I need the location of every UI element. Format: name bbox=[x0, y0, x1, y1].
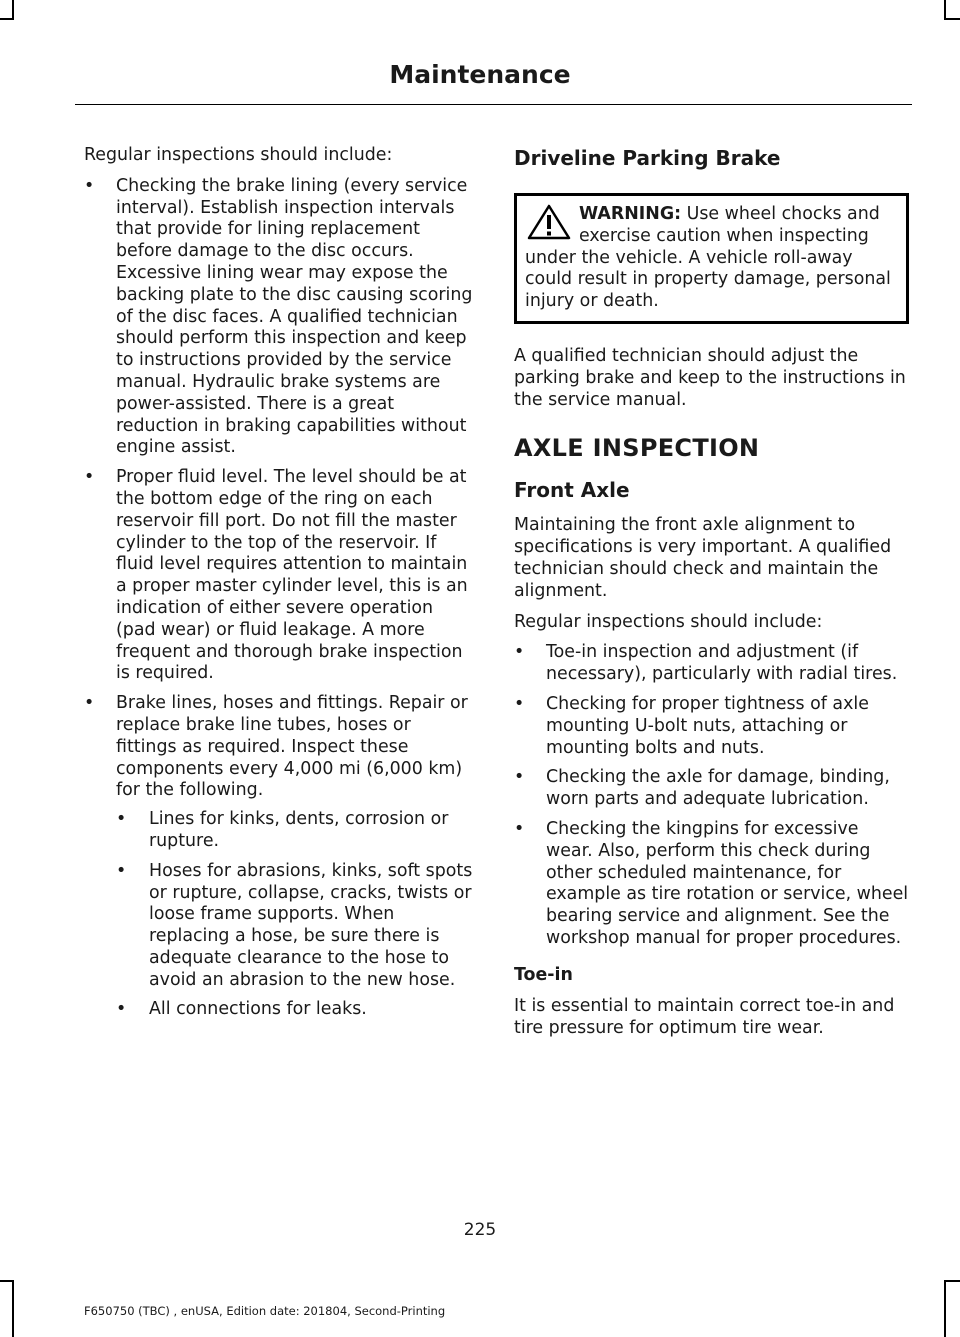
footer-edition-info: F650750 (TBC) , enUSA, Edition date: 201804, Second-Printing bbox=[84, 1304, 446, 1318]
sub-list-item: • Hoses for abrasions, kinks, soft spots or rupture, collapse, cracks, twists or loose frame supports. When replacing a hose, be sure there is adequate clearance to the hose to avoid an abrasion to the new hose. bbox=[116, 861, 476, 992]
left-column bbox=[84, 145, 476, 1029]
crop-mark bbox=[0, 1280, 14, 1282]
sub-list-item: • Lines for kinks, dents, corrosion or rupture. bbox=[116, 809, 476, 853]
crop-mark bbox=[944, 1280, 946, 1337]
list-item bbox=[84, 693, 476, 1021]
right-column bbox=[514, 145, 909, 1048]
list-item: • Proper fluid level. The level should be at the bottom edge of the ring on each reservoir fill port. Do not fill the master cylinder to the top of the reservoir. If fluid level requires attention to maintain a proper master cylinder level, this is an indication of either severe operation (pad wear) or fluid leakage. A more frequent and thorough brake inspection is required. bbox=[84, 467, 476, 685]
axle-inspection-list bbox=[514, 642, 909, 949]
crop-mark bbox=[946, 1280, 960, 1282]
front-axle-paragraph: Maintaining the front axle alignment to specifications is very important. A qualified technician should check and maintain the alignment. bbox=[514, 515, 892, 601]
list-item: • Checking for proper tightness of axle mounting U-bolt nuts, attaching or mounting bolts and nuts. bbox=[514, 694, 909, 759]
crop-mark bbox=[12, 1280, 14, 1337]
inspection-intro-2: Regular inspections should include: bbox=[514, 611, 823, 632]
axle-inspection-heading: AXLE INSPECTION bbox=[514, 434, 760, 463]
warning-text: Use wheel chocks and exercise caution when inspecting under the vehicle. A vehicle roll-away could result in property damage, personal injury or death. bbox=[525, 204, 891, 312]
crop-mark bbox=[946, 18, 960, 20]
crop-mark bbox=[12, 0, 14, 20]
toe-in-heading: Toe-in bbox=[514, 964, 573, 985]
crop-mark bbox=[0, 18, 14, 20]
warning-box bbox=[514, 193, 909, 324]
toe-in-paragraph: It is essential to maintain correct toe-in and tire pressure for optimum tire wear. bbox=[514, 995, 895, 1038]
list-item-text: Brake lines, hoses and fittings. Repair or replace brake line tubes, hoses or fittings as required. Inspect these components every 4,000 mi (6,000 km) for the following. bbox=[116, 693, 468, 801]
sub-list-item: • All connections for leaks. bbox=[116, 999, 476, 1021]
crop-mark bbox=[944, 0, 946, 20]
list-item: • Checking the brake lining (every service interval). Establish inspection intervals that provide for lining replacement before damage to the disc occurs. Excessive lining wear may expose the backing plate to the disc causing scoring of the disc faces. A qualified technician should perform this inspection and keep to instructions provided by the service manual. Hydraulic brake systems are power-assisted. There is a great reduction in braking capabilities without engine assist. bbox=[84, 176, 476, 459]
driveline-paragraph: A qualified technician should adjust the parking brake and keep to the instructions in the service manual. bbox=[514, 345, 906, 410]
brake-inspection-list bbox=[84, 176, 476, 1021]
page-title: Maintenance bbox=[389, 60, 571, 89]
list-item: • Checking the kingpins for excessive wear. Also, perform this check during other scheduled maintenance, for example as tire rotation or service, wheel bearing service and alignment. See the workshop manual for proper procedures. bbox=[514, 819, 909, 950]
warning-label: WARNING: bbox=[579, 204, 682, 224]
page-number: 225 bbox=[463, 1220, 497, 1240]
list-item: • Toe-in inspection and adjustment (if necessary), particularly with radial tires. bbox=[514, 642, 909, 686]
header-divider bbox=[75, 104, 912, 105]
list-item: • Checking the axle for damage, binding, worn parts and adequate lubrication. bbox=[514, 767, 909, 811]
front-axle-heading: Front Axle bbox=[514, 478, 630, 503]
brake-lines-sublist bbox=[116, 809, 476, 1021]
inspection-intro: Regular inspections should include: bbox=[84, 145, 393, 165]
driveline-heading: Driveline Parking Brake bbox=[514, 146, 781, 170]
warning-triangle-icon bbox=[527, 204, 571, 240]
